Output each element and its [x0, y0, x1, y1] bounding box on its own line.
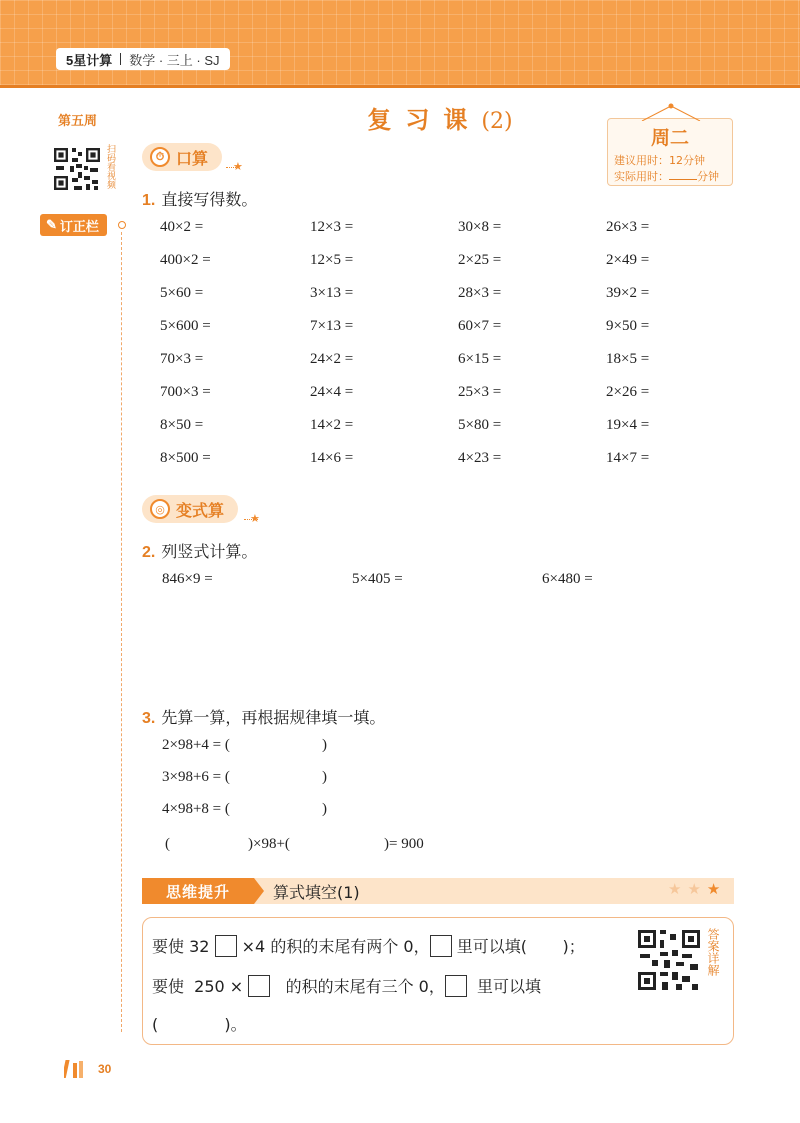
oral-calc-item[interactable]: 40×2 = — [160, 219, 204, 235]
oral-calc-item[interactable]: 70×3 = — [160, 351, 204, 367]
qr-caption: 答案详解 — [706, 928, 720, 976]
question-3 — [142, 705, 385, 728]
book-tag — [56, 48, 230, 70]
pattern-final-open: ( — [165, 836, 170, 852]
question-number: 3. — [142, 710, 156, 727]
line-text: 的积的末尾有三个 0， — [285, 977, 445, 996]
qr-caption: 扫码看视频 — [106, 144, 116, 189]
line-text: 要使 250 × — [152, 977, 244, 996]
oral-calc-item[interactable]: 3×13 = — [310, 285, 354, 301]
answer-box[interactable] — [445, 975, 467, 997]
hanger-icon — [638, 103, 704, 121]
subject-label: 数学 · 三上 · SJ — [129, 52, 220, 68]
oral-calc-item[interactable]: 14×6 = — [310, 450, 354, 466]
thinking-subtitle: 算式填空(1) — [273, 883, 360, 902]
oral-calc-item[interactable]: 19×4 = — [606, 417, 650, 433]
section-pill-label: 口算 — [176, 148, 209, 168]
answer-box[interactable] — [430, 935, 452, 957]
stopwatch-icon: ⏱ — [150, 147, 170, 167]
correction-dot — [118, 221, 126, 229]
oral-calc-item[interactable]: 26×3 = — [606, 219, 650, 235]
pattern-line-3-right: ) — [322, 801, 327, 817]
brand-label: 5星计算 — [66, 52, 113, 68]
question-text: 先算一算，再根据规律填一填。 — [161, 708, 386, 727]
pencil-icon: ✎ — [46, 217, 57, 232]
thinking-line-3: ( )。 — [152, 1015, 247, 1034]
oral-calc-item[interactable]: 5×60 = — [160, 285, 204, 301]
pattern-final-mid: )×98+( — [248, 836, 290, 852]
question-text: 列竖式计算。 — [161, 542, 258, 561]
oral-calc-item[interactable]: 700×3 = — [160, 384, 211, 400]
oral-calc-item[interactable]: 9×50 = — [606, 318, 650, 334]
actual-time-suffix: 分钟 — [697, 170, 719, 183]
pattern-line-1-left: 2×98+4 = ( — [162, 737, 230, 753]
oral-calc-item[interactable]: 25×3 = — [458, 384, 502, 400]
star-icon: ★ — [233, 160, 243, 173]
oral-calc-item[interactable]: 8×50 = — [160, 417, 204, 433]
oral-calc-item[interactable]: 5×80 = — [458, 417, 502, 433]
star-icon: ★★ — [668, 880, 707, 898]
answer-box[interactable] — [215, 935, 237, 957]
oral-calc-item[interactable]: 8×500 = — [160, 450, 211, 466]
oral-calc-item[interactable]: 24×2 = — [310, 351, 354, 367]
oral-calc-item[interactable]: 14×7 = — [606, 450, 650, 466]
oral-calc-item[interactable]: 2×25 = — [458, 252, 502, 268]
oral-calc-item[interactable]: 39×2 = — [606, 285, 650, 301]
oral-calc-item[interactable]: 4×23 = — [458, 450, 502, 466]
star-icon: ★ — [706, 880, 727, 898]
question-text: 直接写得数。 — [161, 190, 258, 209]
qr-code-icon[interactable] — [636, 928, 702, 992]
oral-calc-item[interactable]: 2×49 = — [606, 252, 650, 268]
page-title — [320, 100, 560, 135]
oral-calc-item[interactable]: 7×13 = — [310, 318, 354, 334]
actual-time-prefix: 实际用时： — [614, 170, 669, 183]
difficulty-stars — [668, 880, 726, 898]
section-pill-oral — [142, 143, 222, 171]
pattern-line-3-left: 4×98+8 = ( — [162, 801, 230, 817]
oral-calc-item[interactable]: 30×8 = — [458, 219, 502, 235]
line-text: 里可以填 — [477, 977, 542, 996]
day-card — [607, 118, 733, 186]
title-text: 复习课 — [367, 106, 482, 134]
actual-time — [614, 168, 719, 184]
thinking-line-1 — [152, 934, 585, 957]
section-pill-variant — [142, 495, 238, 523]
pattern-line-2-left: 3×98+6 = ( — [162, 769, 230, 785]
tag-divider — [120, 53, 121, 65]
thinking-tag: 思维提升 — [142, 878, 254, 904]
title-number: (2) — [481, 109, 513, 134]
actual-time-blank[interactable] — [669, 170, 697, 180]
section-pill-label: 变式算 — [176, 500, 225, 520]
correction-badge — [40, 214, 107, 236]
pattern-line-1-right: ) — [322, 737, 327, 753]
oral-calc-item[interactable]: 60×7 = — [458, 318, 502, 334]
question-1 — [142, 187, 257, 210]
pattern-final-end: )= 900 — [384, 836, 424, 852]
oral-calc-item[interactable]: 2×26 = — [606, 384, 650, 400]
target-icon: ◎ — [150, 499, 170, 519]
qr-code-icon[interactable] — [52, 146, 102, 192]
book-stack-icon — [64, 1058, 94, 1078]
vertical-calc-item[interactable]: 6×480 = — [542, 571, 593, 587]
day-label: 周二 — [650, 127, 689, 149]
suggested-time: 建议用时：12分钟 — [614, 154, 705, 167]
oral-calc-item[interactable]: 28×3 = — [458, 285, 502, 301]
question-number: 2. — [142, 544, 156, 561]
margin-dashed-line — [121, 232, 122, 1032]
vertical-calc-item[interactable]: 846×9 = — [162, 571, 213, 587]
question-2 — [142, 539, 257, 562]
line-text: 要使 32 — [152, 937, 210, 956]
oral-calc-item[interactable]: 6×15 = — [458, 351, 502, 367]
page-number: 30 — [98, 1062, 112, 1076]
oral-calc-item[interactable]: 400×2 = — [160, 252, 211, 268]
thinking-line-2 — [152, 974, 541, 997]
pattern-line-2-right: ) — [322, 769, 327, 785]
oral-calc-item[interactable]: 5×600 = — [160, 318, 211, 334]
star-icon: ★ — [250, 512, 260, 525]
line-text: 里可以填( )； — [456, 937, 585, 956]
line-text: ×4 的积的末尾有两个 0， — [241, 937, 430, 956]
oral-calc-item[interactable]: 18×5 = — [606, 351, 650, 367]
oral-calc-item[interactable]: 12×3 = — [310, 219, 354, 235]
question-number: 1. — [142, 192, 156, 209]
oral-calc-item[interactable]: 12×5 = — [310, 252, 354, 268]
oral-calc-item[interactable]: 24×4 = — [310, 384, 354, 400]
oral-calc-item[interactable]: 14×2 = — [310, 417, 354, 433]
answer-box[interactable] — [248, 975, 270, 997]
header-band — [0, 0, 800, 88]
correction-label: 订正栏 — [59, 218, 99, 234]
vertical-calc-item[interactable]: 5×405 = — [352, 571, 403, 587]
week-label: 第五周 — [58, 113, 98, 128]
